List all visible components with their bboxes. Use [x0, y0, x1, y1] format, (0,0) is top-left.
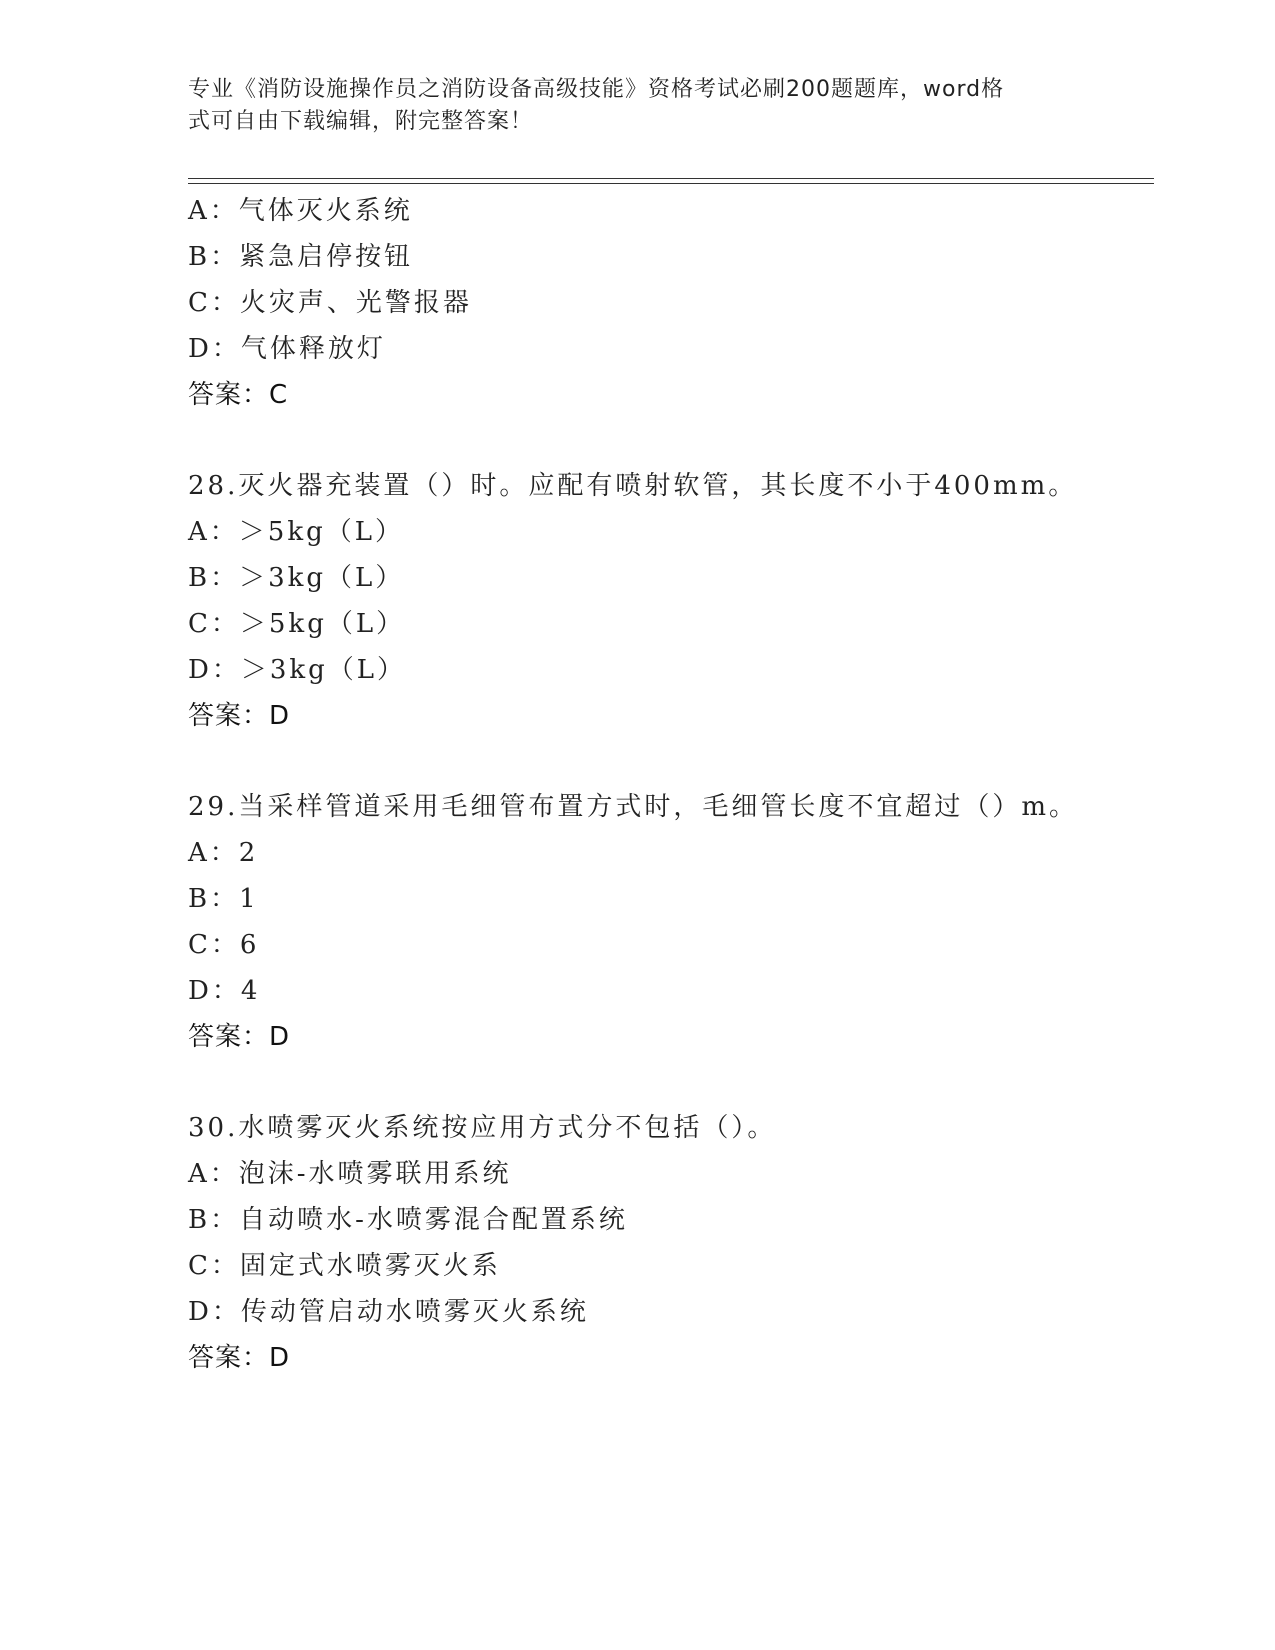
answer-label: 答案：D [188, 701, 291, 731]
option-c: C：6 [188, 930, 260, 960]
option-c: C：火灾声、光警报器 [188, 288, 472, 318]
question-text: 30.水喷雾灭火系统按应用方式分不包括（）。 [188, 1113, 777, 1143]
option-a: A：＞5kg（L） [188, 517, 404, 547]
question-block-28 [188, 463, 1148, 739]
page-header [188, 74, 1088, 138]
question-block-29 [188, 784, 1148, 1060]
question-text: 28.灭火器充装置（）时。应配有喷射软管，其长度不小于400mm。 [188, 471, 1078, 501]
header-line-1: 专业《消防设施操作员之消防设备高级技能》资格考试必刷200题题库，word格 [188, 77, 1005, 102]
question-block-30 [188, 1105, 1148, 1381]
option-c: C：固定式水喷雾灭火系 [188, 1251, 501, 1281]
option-d: D：传动管启动水喷雾灭火系统 [188, 1297, 589, 1327]
header-divider-top [188, 178, 1154, 179]
answer-label: 答案：D [188, 1022, 291, 1052]
answer-label: 答案：D [188, 1343, 291, 1373]
option-a: A：泡沫-水喷雾联用系统 [188, 1159, 512, 1189]
option-a: A：2 [188, 838, 259, 868]
option-b: B：自动喷水-水喷雾混合配置系统 [188, 1205, 628, 1235]
option-b: B：紧急启停按钮 [188, 242, 414, 272]
header-line-2: 式可自由下载编辑，附完整答案！ [188, 109, 534, 134]
option-d: D：4 [188, 976, 261, 1006]
option-d: D：气体释放灯 [188, 334, 386, 364]
header-divider-bottom [188, 183, 1154, 184]
option-d: D：＞3kg（L） [188, 655, 407, 685]
answer-label: 答案：C [188, 380, 289, 410]
option-a: A：气体灭火系统 [188, 196, 413, 226]
question-list [188, 188, 1148, 1381]
question-block-27 [188, 188, 1148, 418]
option-b: B：1 [188, 884, 259, 914]
question-text: 29.当采样管道采用毛细管布置方式时，毛细管长度不宜超过（）m。 [188, 792, 1079, 822]
option-b: B：＞3kg（L） [188, 563, 405, 593]
option-c: C：＞5kg（L） [188, 609, 406, 639]
